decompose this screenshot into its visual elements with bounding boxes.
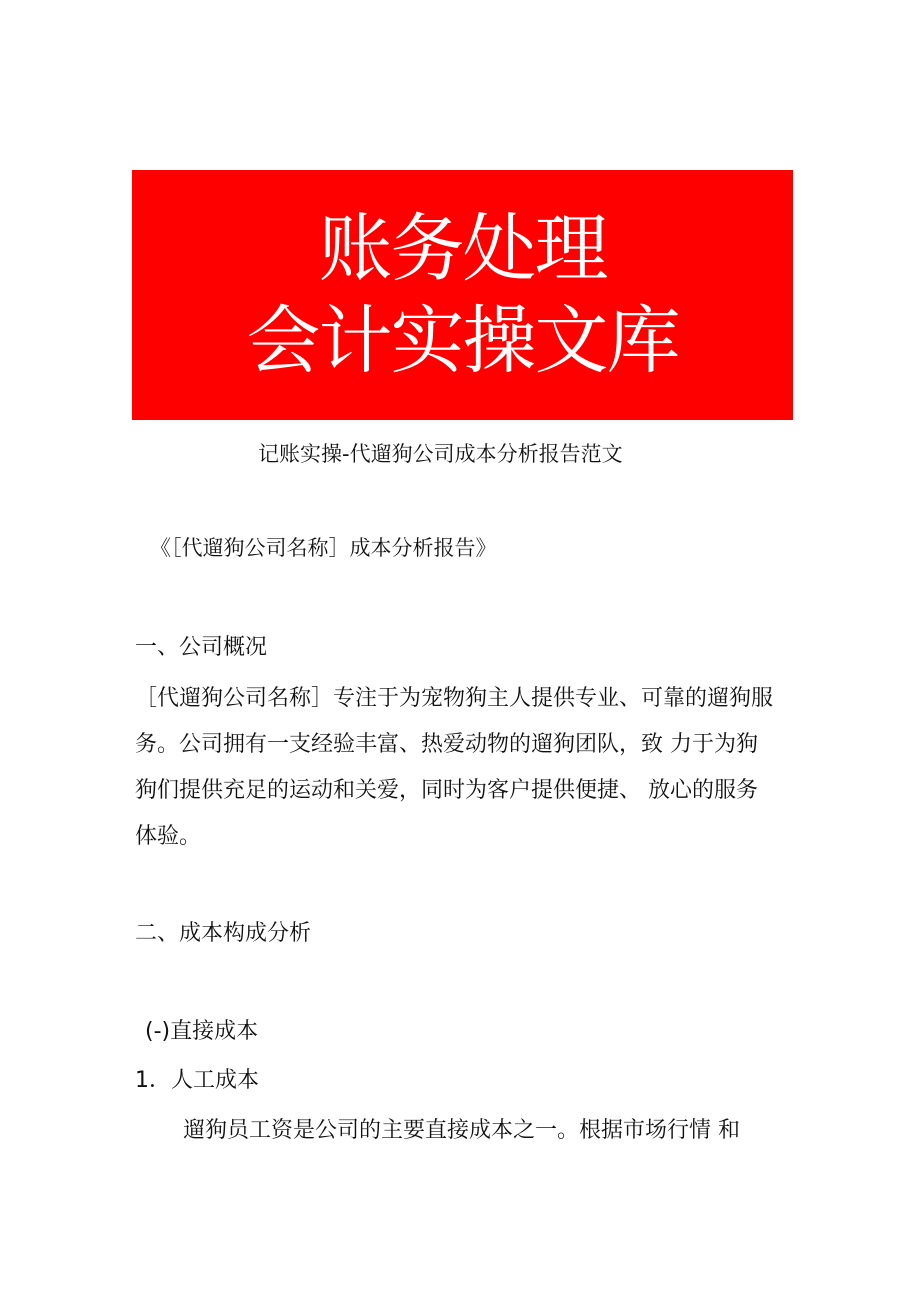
item-heading-labor-cost: 1．人工成本 (135, 1068, 259, 1093)
header-banner (132, 170, 793, 420)
banner-title-line-2: 会计实操文库 (246, 298, 679, 384)
banner-title-line-1: 账务处理 (318, 206, 607, 292)
document-subtitle: 记账实操-代遛狗公司成本分析报告范文 (258, 442, 623, 466)
report-title: 《［代遛狗公司名称］成本分析报告》 (150, 536, 497, 560)
section-heading-company-overview: 一、公司概况 (135, 635, 268, 660)
section-heading-cost-analysis: 二、成本构成分析 (135, 921, 312, 946)
company-overview-paragraph: ［代遛狗公司名称］专注于为宠物狗主人提供专业、可靠的遛狗服务。公司拥有一支经验丰富、热爱动物的遛狗团队，致 力于为狗狗们提供充足的运动和关爱，同时为客户提供便捷、 放心的服务体验。 (135, 686, 774, 849)
labor-cost-paragraph: 遛狗员工资是公司的主要直接成本之一。根据市场行情 和 (183, 1118, 740, 1143)
subheading-direct-costs: (-)直接成本 (145, 1019, 259, 1044)
